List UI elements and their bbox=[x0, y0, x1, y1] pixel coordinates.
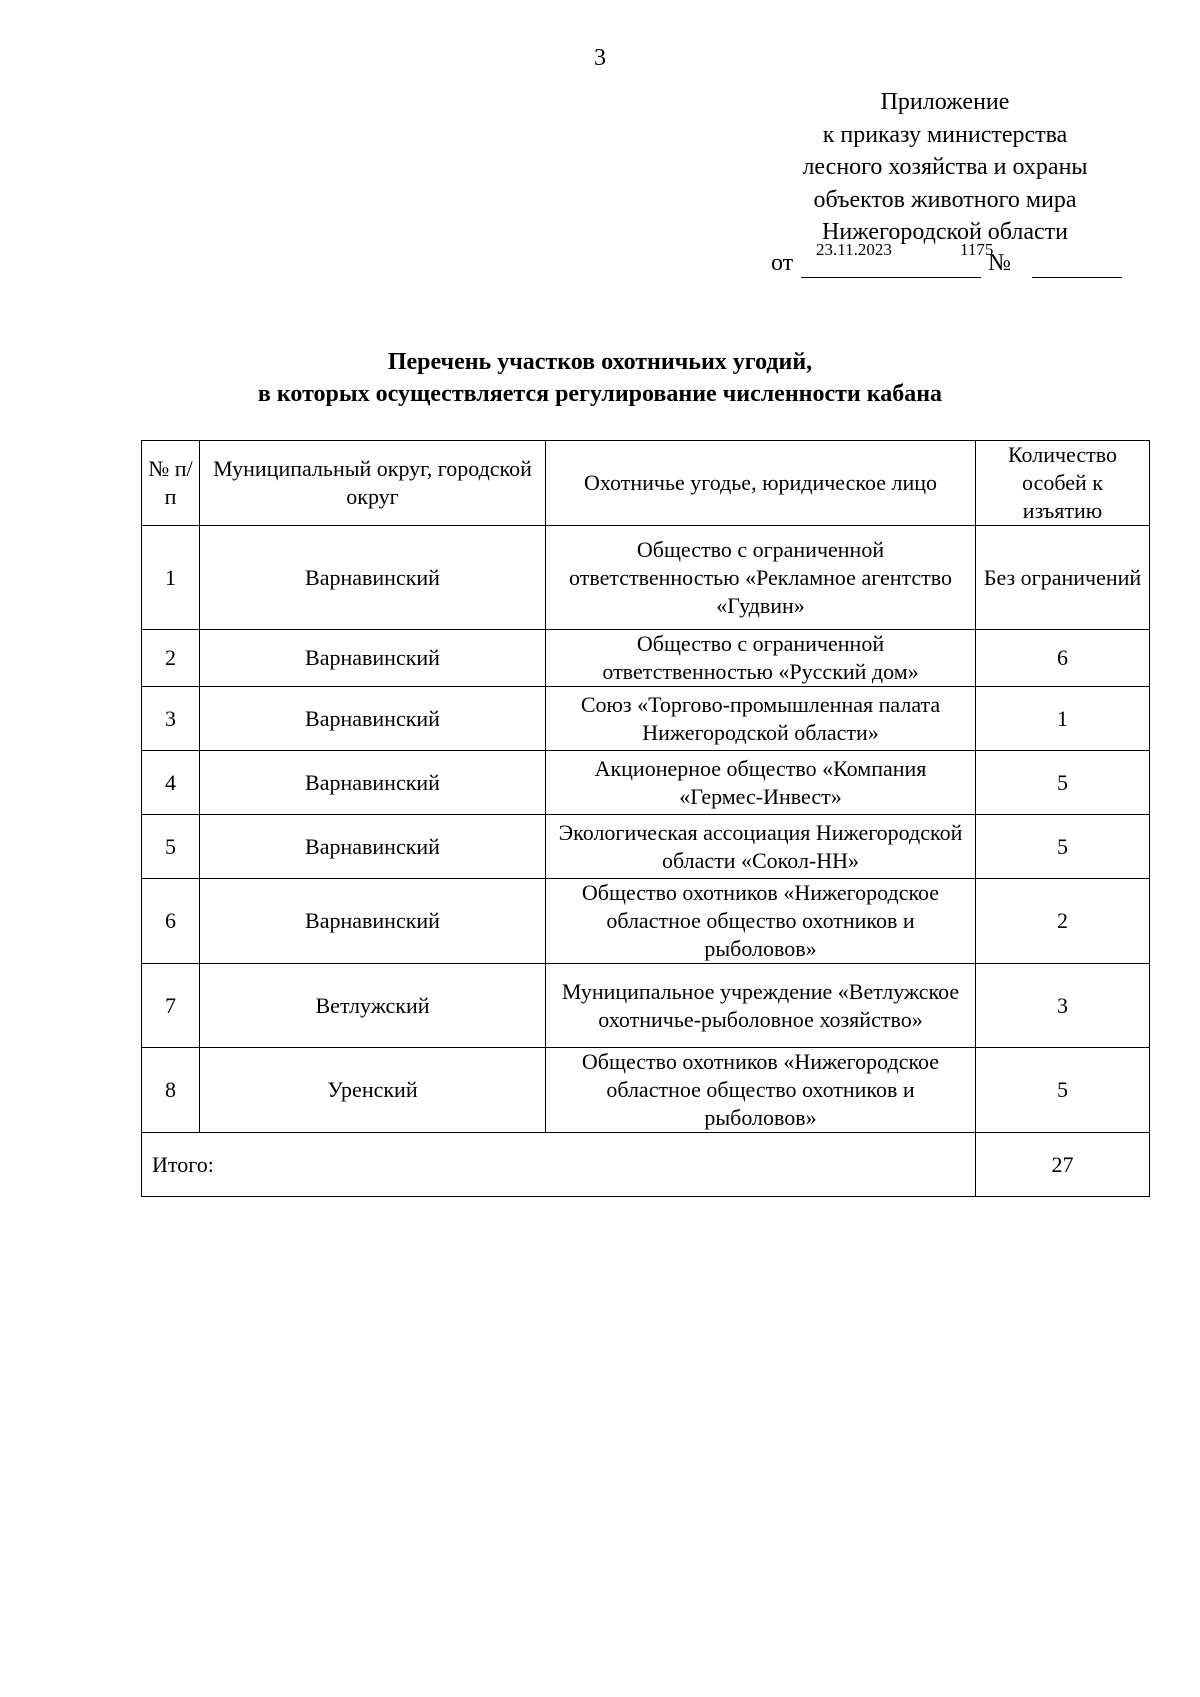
cell-count: 5 bbox=[976, 815, 1150, 879]
header-district: Муниципальный округ, городской округ bbox=[200, 441, 546, 526]
cell-num: 7 bbox=[142, 964, 200, 1048]
cell-count: 5 bbox=[976, 1048, 1150, 1133]
from-label: от bbox=[771, 250, 794, 276]
title-line-2: в которых осуществляется регулирование численности кабана bbox=[257, 381, 943, 407]
table-row bbox=[142, 630, 1150, 687]
order-number: 1175 bbox=[960, 240, 994, 259]
cell-district: Варнавинский bbox=[200, 630, 546, 687]
cell-count: 2 bbox=[976, 879, 1150, 964]
table-row bbox=[142, 526, 1150, 630]
cell-entity: Муниципальное учреждение «Ветлужское охотничье-рыболовное хозяйство» bbox=[546, 964, 976, 1048]
title-line-1: Перечень участков охотничьих угодий, bbox=[387, 349, 813, 375]
total-value: 27 bbox=[976, 1133, 1150, 1197]
cell-entity: Акционерное общество «Компания «Гермес-Инвест» bbox=[546, 751, 976, 815]
annex-line: Нижегородской области bbox=[821, 219, 1069, 245]
page-number: 3 bbox=[594, 45, 606, 71]
cell-count: 3 bbox=[976, 964, 1150, 1048]
cell-num: 2 bbox=[142, 630, 200, 687]
cell-entity: Общество с ограниченной ответственностью «Русский дом» bbox=[546, 630, 976, 687]
header-entity: Охотничье угодье, юридическое лицо bbox=[546, 441, 976, 526]
cell-district: Варнавинский bbox=[200, 526, 546, 630]
table-header-row bbox=[142, 441, 1150, 526]
cell-num: 3 bbox=[142, 687, 200, 751]
cell-district: Варнавинский bbox=[200, 751, 546, 815]
order-date: 23.11.2023 bbox=[816, 240, 892, 259]
number-underline bbox=[1032, 277, 1122, 278]
cell-entity: Общество с ограниченной ответственностью «Рекламное агентство «Гудвин» bbox=[546, 526, 976, 630]
document-title bbox=[0, 346, 1200, 410]
annex-header bbox=[760, 86, 1130, 249]
table-row bbox=[142, 687, 1150, 751]
number-sign: № bbox=[988, 250, 1011, 276]
cell-entity: Общество охотников «Нижегородское областное общество охотников и рыболовов» bbox=[546, 1048, 976, 1133]
date-underline bbox=[801, 277, 981, 278]
annex-line: объектов животного мира bbox=[813, 186, 1077, 213]
cell-count: 6 bbox=[976, 630, 1150, 687]
cell-count: 5 bbox=[976, 751, 1150, 815]
hunting-grounds-table bbox=[141, 440, 1150, 1197]
order-reference bbox=[771, 240, 1126, 280]
cell-count: 1 bbox=[976, 687, 1150, 751]
cell-district: Варнавинский bbox=[200, 879, 546, 964]
cell-entity: Общество охотников «Нижегородское областное общество охотников и рыболовов» bbox=[546, 879, 976, 964]
table-row bbox=[142, 815, 1150, 879]
table-row bbox=[142, 964, 1150, 1048]
header-num: № п/п bbox=[142, 441, 200, 526]
cell-district: Уренский bbox=[200, 1048, 546, 1133]
cell-district: Варнавинский bbox=[200, 687, 546, 751]
table-row bbox=[142, 879, 1150, 964]
table-row bbox=[142, 751, 1150, 815]
cell-count: Без ограничений bbox=[976, 526, 1150, 630]
cell-num: 1 bbox=[142, 526, 200, 630]
table-total-row bbox=[142, 1133, 1150, 1197]
cell-entity: Союз «Торгово-промышленная палата Нижегородской области» bbox=[546, 687, 976, 751]
cell-num: 8 bbox=[142, 1048, 200, 1133]
cell-district: Варнавинский bbox=[200, 815, 546, 879]
cell-num: 4 bbox=[142, 751, 200, 815]
annex-line: лесного хозяйства и охраны bbox=[802, 154, 1088, 180]
annex-line: Приложение bbox=[880, 89, 1010, 115]
cell-num: 5 bbox=[142, 815, 200, 879]
total-label: Итого: bbox=[142, 1133, 976, 1197]
cell-district: Ветлужский bbox=[200, 964, 546, 1048]
cell-entity: Экологическая ассоциация Нижегородской области «Сокол-НН» bbox=[546, 815, 976, 879]
header-count: Количество особей к изъятию bbox=[976, 441, 1150, 526]
table-row bbox=[142, 1048, 1150, 1133]
annex-line: к приказу министерства bbox=[822, 121, 1068, 148]
cell-num: 6 bbox=[142, 879, 200, 964]
